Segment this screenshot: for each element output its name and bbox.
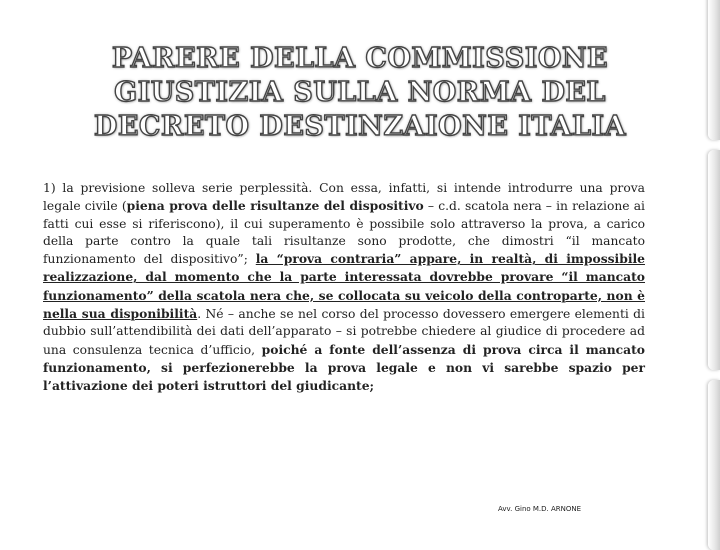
body-text-1: 1) la previsione solleva serie perplessità. Con essa, infatti, si intende introdurre una prova legale civile ( bbox=[43, 181, 645, 214]
edge-shape-middle bbox=[708, 150, 720, 370]
title-line-3: DECRETO DESTINZAIONE ITALIA bbox=[93, 111, 627, 142]
slide-title bbox=[60, 42, 660, 144]
title-line-1: PARERE DELLA COMMISSIONE bbox=[111, 43, 609, 74]
body-bold-underlined-1: la “prova contraria” appare, in realtà, di impossibile realizzazione, dal momento che la parte interessata dovrebbe provare “il mancato funzionamento” della scatola nera che, se collocata su veicolo della controparte, non è nella sua disponibilità bbox=[43, 251, 645, 322]
decorative-edge bbox=[700, 0, 720, 540]
body-bold-1: piena prova delle risultanze del dispositivo bbox=[126, 198, 424, 214]
edge-shape-top bbox=[708, 0, 720, 140]
body-text-2: – c.d. scatola nera – in relazione ai fatti cui esse si riferiscono), il cui superamento è possibile solo attraverso la prova, a carico della parte contro la quale tali risultanze sono prodotte, che dimostri “il mancato funzionamento del dispositivo”; bbox=[43, 199, 645, 267]
body-bold-2: poiché a fonte dell’assenza di prova circa il mancato funzionamento, si perfezionerebbe la prova legale e non vi sarebbe spazio per l’attivazione dei poteri istruttori del giudicante; bbox=[43, 341, 645, 394]
edge-shape-bottom bbox=[708, 380, 720, 550]
body-paragraph bbox=[43, 180, 645, 396]
body-text-3: . Né – anche se nel corso del processo dovessero emergere elementi di dubbio sull’attendibilità dei dati dell’apparato – si potrebbe chiedere al giudice di procedere ad una consulenza tecnica d’ufficio, bbox=[43, 307, 645, 357]
title-line-2: GIUSTIZIA SULLA NORMA DEL bbox=[114, 77, 606, 108]
signature: Avv. Gino M.D. ARNONE bbox=[498, 505, 582, 513]
